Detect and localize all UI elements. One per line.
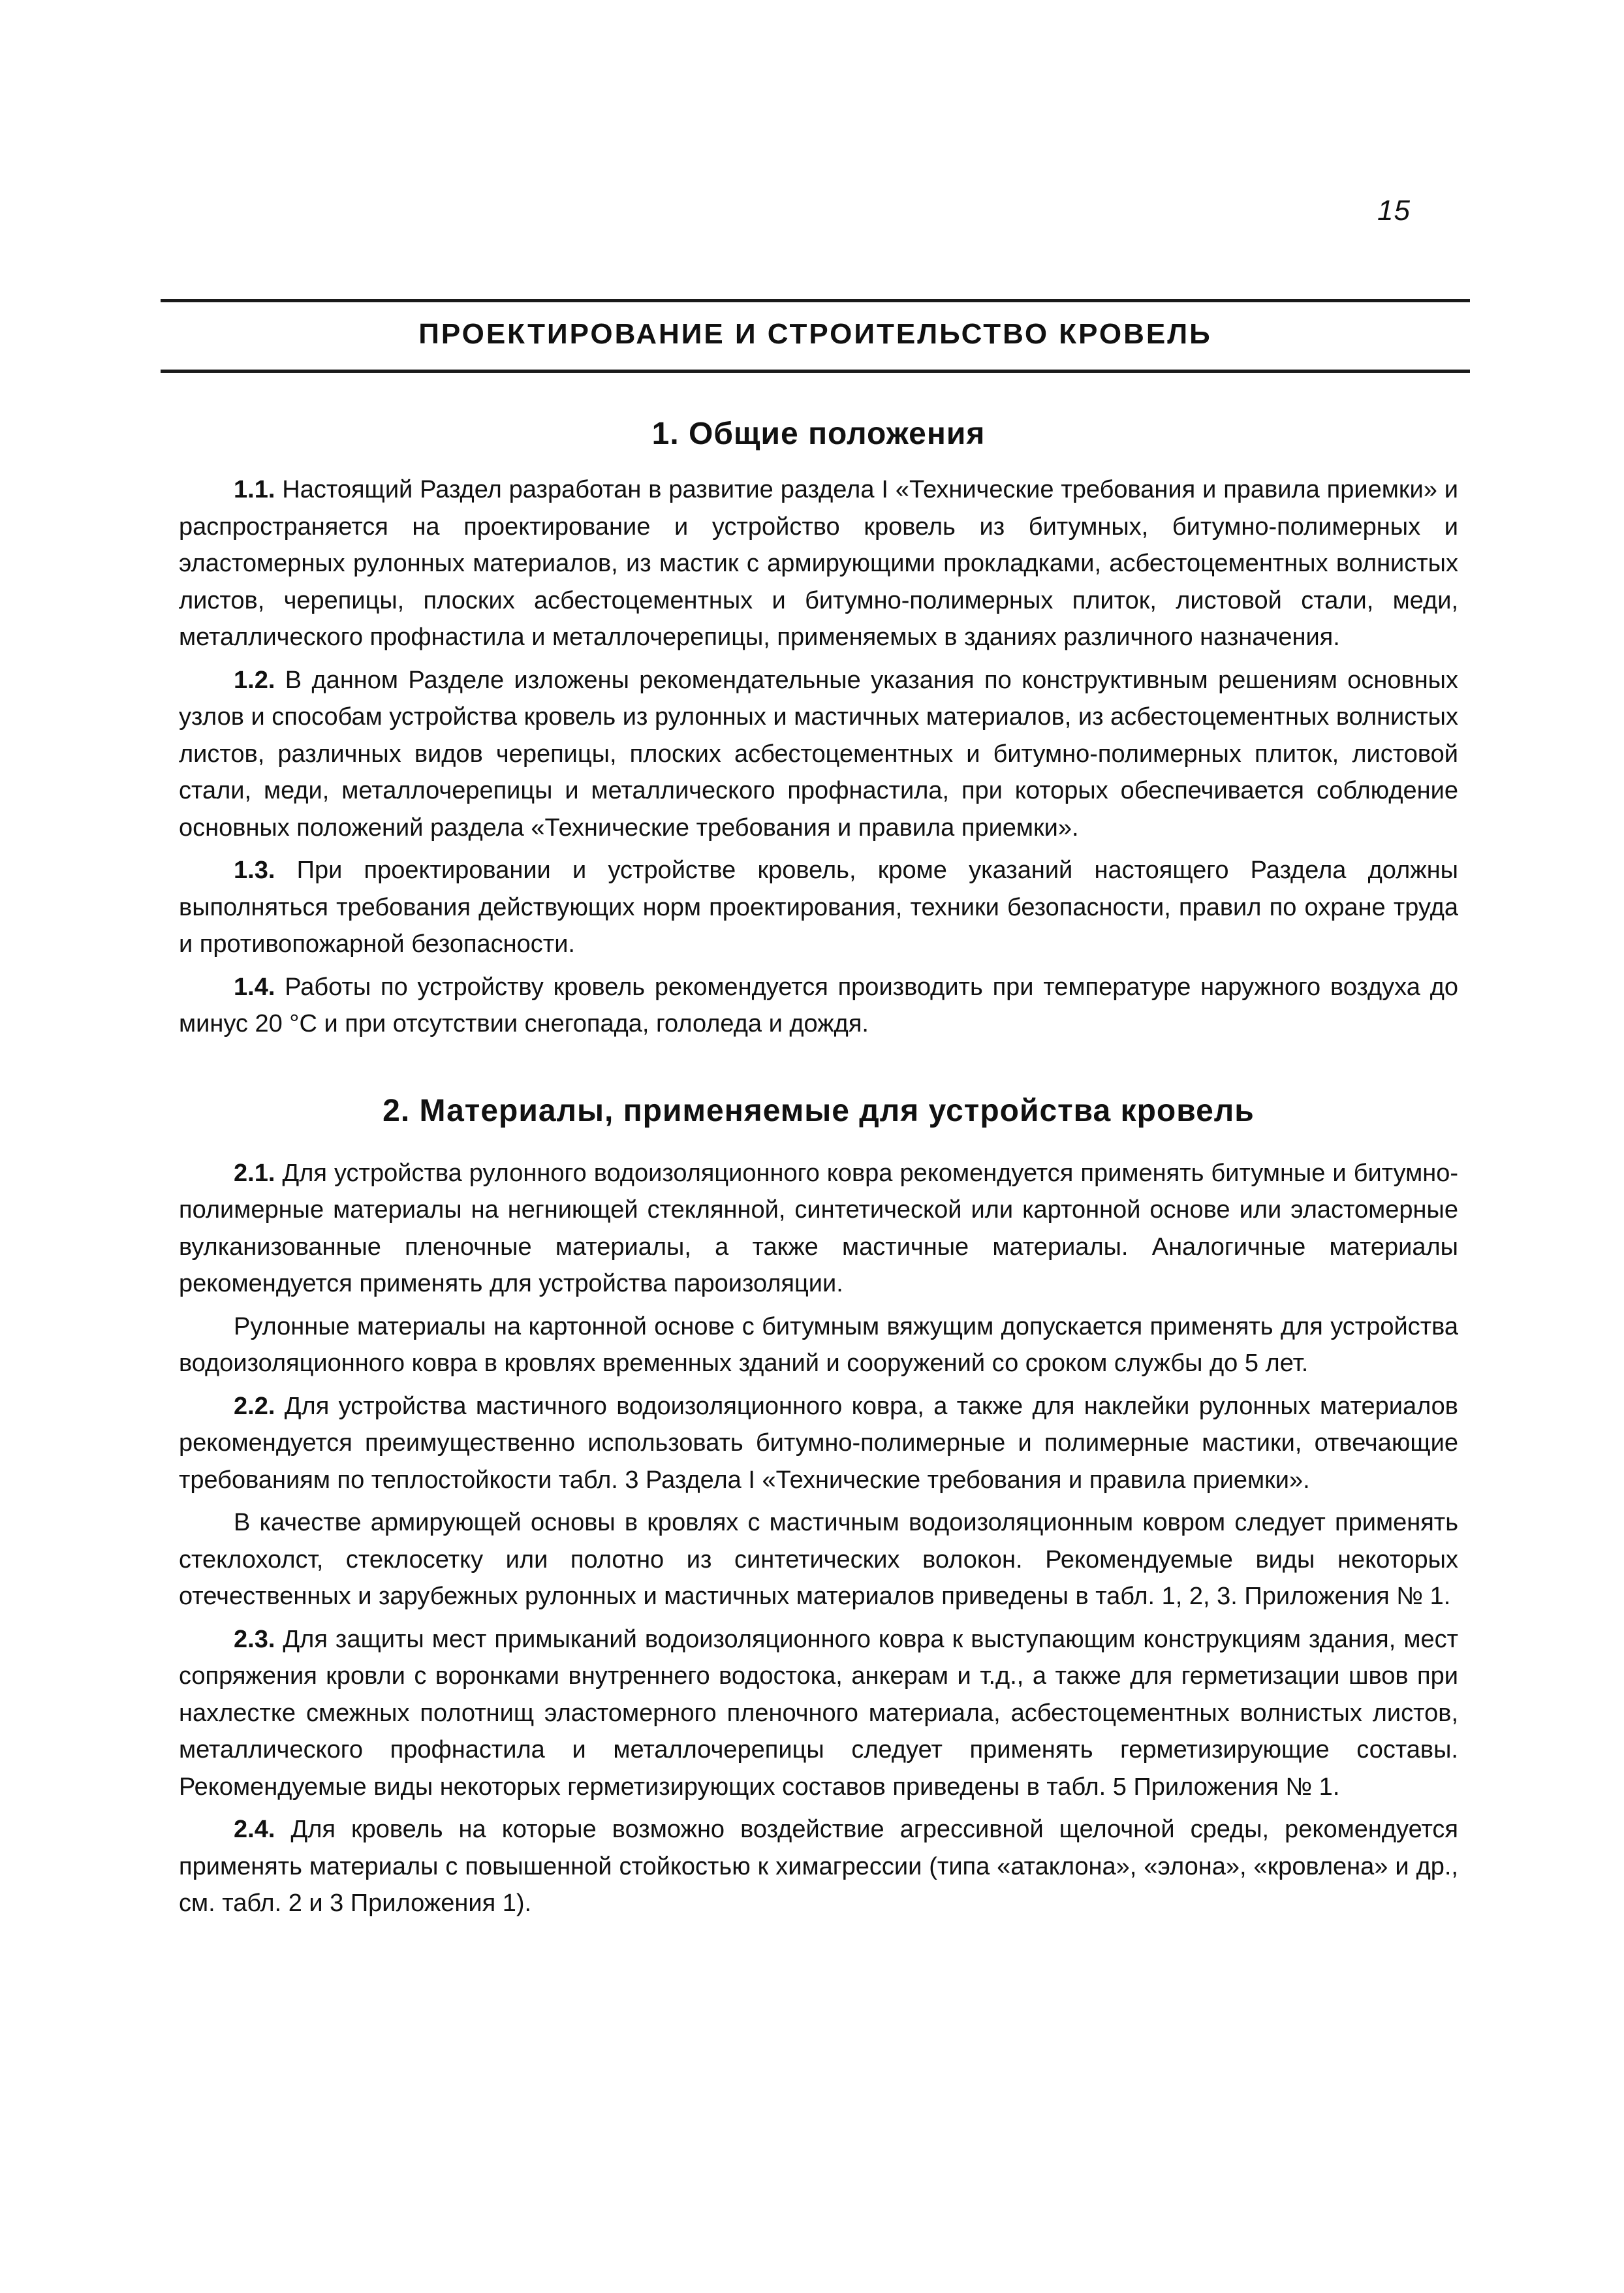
paragraph-number: 2.2. [234, 1392, 275, 1420]
paragraph-2-1-cont [179, 1308, 1458, 1382]
paragraph-text: Рулонные материалы на картонной основе с битумным вяжущим допускается применять для устройства водоизоляционного ковра в кровлях временных зданий и сооружений со сроком службы до 5 лет. [179, 1312, 1458, 1377]
paragraph-text: Работы по устройству кровель рекомендуется производить при температуре наружного воздуха до минус 20 °С и при отсутствии снегопада, гололеда и дождя. [179, 973, 1459, 1037]
paragraph-number: 2.4. [234, 1816, 275, 1843]
paragraph-number: 2.3. [234, 1625, 275, 1653]
paragraph-text: Для устройства рулонного водоизоляционного ковра рекомендуется применять битумные и битумно-полимерные материалы на негниющей стеклянной, синтетической или картонной основе или эластомерные вулканизованные пленочные материалы, а также мастичные материалы. Аналогичные материалы рекомендуется применять для устройства пароизоляции. [179, 1159, 1458, 1297]
paragraph-2-2-cont [179, 1504, 1458, 1615]
paragraph-1-4 [179, 969, 1458, 1043]
paragraph-text: В данном Разделе изложены рекомендательные указания по конструктивным решениям основных узлов и способам устройства кровель из рулонных и мастичных материалов, из асбестоцементных волнистых листов, различных видов черепицы, плоских асбестоцементных и битумно-полимерных плиток, листовой стали, меди, металлочерепицы и металлического профнастила, при которых обеспечивается соблюдение основных положений раздела «Технические требования и правила приемки». [179, 666, 1458, 842]
paragraph-text: Для кровель на которые возможно воздействие агрессивной щелочной среды, рекомендуется применять материалы с повышенной стойкостью к химагрессии (типа «атаклона», «элона», «кровлена» и др., см. табл. 2 и 3 Приложения 1). [179, 1816, 1458, 1917]
paragraph-text: Для устройства мастичного водоизоляционного ковра, а также для наклейки рулонных материалов рекомендуется преимущественно использовать битумно-полимерные и полимерные мастики, отвечающие требованиям по теплостойкости табл. 3 Раздела I «Технические требования и правила приемки». [179, 1392, 1458, 1494]
section-2-heading: 2. Материалы, применяемые для устройства кровель [383, 1093, 1255, 1128]
paragraph-1-2 [179, 662, 1458, 847]
paragraph-1-1 [179, 471, 1458, 656]
paragraph-1-3 [179, 852, 1458, 963]
paragraph-2-4 [179, 1811, 1458, 1922]
paragraph-number: 1.1. [234, 476, 275, 503]
header-rule-top [161, 299, 1470, 302]
paragraph-number: 1.4. [234, 973, 275, 1001]
paragraph-text: При проектировании и устройстве кровель, кроме указаний настоящего Раздела должны выполняться требования действующих норм проектирования, техники безопасности, правил по охране труда и противопожарной безопасности. [179, 857, 1458, 958]
paragraph-number: 1.3. [234, 857, 275, 884]
paragraph-text: В качестве армирующей основы в кровлях с мастичным водоизоляционным ковром следует применять стеклохолст, стеклосетку или полотно из синтетических волокон. Рекомендуемые виды некоторых отечественных и зарубежных рулонных и мастичных материалов приведены в табл. 1, 2, 3. Приложения № 1. [179, 1509, 1458, 1610]
paragraph-number: 1.2. [234, 666, 275, 694]
header-rule-bottom [161, 370, 1470, 373]
running-head: ПРОЕКТИРОВАНИЕ И СТРОИТЕЛЬСТВО КРОВЕЛЬ [418, 318, 1212, 350]
section-1-heading: 1. Общие положения [651, 417, 986, 451]
paragraph-text: Для защиты мест примыканий водоизоляционного ковра к выступающим конструкциям здания, мест сопряжения кровли с воронками внутреннего водостока, анкерам и т.д., а также для герметизации швов при нахлестке смежных полотнищ эластомерного пленочного материала, асбестоцементных волнистых листов, металлического профнастила и металлочерепицы следует применять герметизирующие составы. Рекомендуемые виды некоторых герметизирующих составов приведены в табл. 5 Приложения № 1. [179, 1625, 1458, 1801]
page-body [179, 411, 1458, 1928]
paragraph-number: 2.1. [234, 1159, 275, 1187]
paragraph-2-2 [179, 1388, 1458, 1499]
paragraph-text: Настоящий Раздел разработан в развитие раздела I «Технические требования и правила приемки» и распространяется на проектирование и устройство кровель из битумных, битумно-полимерных и эластомерных рулонных материалов, из мастик с армирующими прокладками, асбестоцементных волнистых листов, черепицы, плоских асбестоцементных и битумно-полимерных плиток, листовой стали, меди, металлического профнастила и металлочерепицы, применяемых в зданиях различного назначения. [179, 476, 1458, 651]
paragraph-2-1 [179, 1155, 1458, 1303]
paragraph-2-3 [179, 1621, 1458, 1806]
page-number: 15 [1377, 195, 1411, 227]
